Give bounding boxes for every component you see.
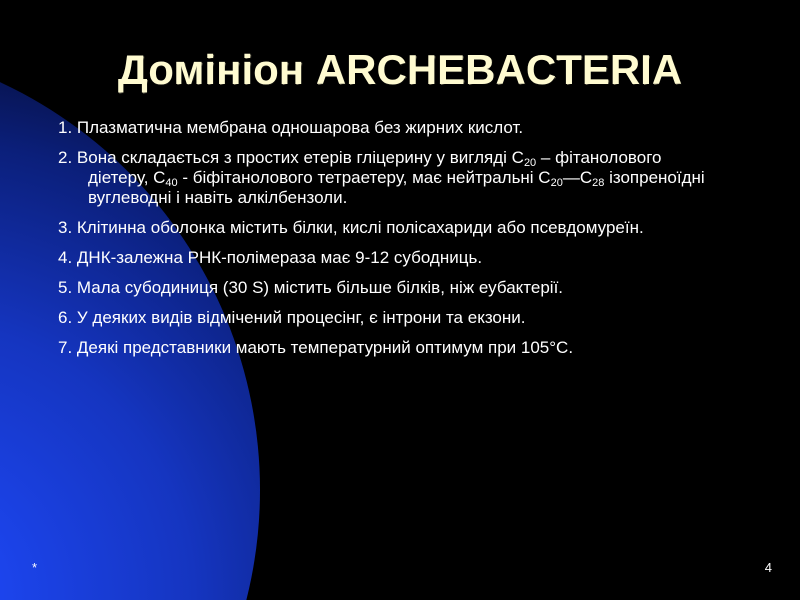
slide-title: Домініон ARCHEBACTERIA — [117, 46, 683, 93]
list-item-2-text-e: ізопреноїдні вуглеводні і навіть алкілбензоли. — [88, 168, 705, 207]
list-item-2-text-a: 2. Вона складається з простих етерів гліцерину у вигляді С — [58, 148, 524, 167]
list-item-7: 7. Деякі представники мають температурний оптимум при 105°С. — [58, 338, 574, 357]
slide-body — [58, 118, 718, 368]
list-item-1: 1. Плазматична мембрана одношарова без жирних кислот. — [58, 118, 524, 137]
subscript-28: 28 — [592, 177, 605, 189]
subscript-20b: 20 — [550, 177, 563, 189]
list-item-2-text-c: - біфітанолового тетраетеру, має нейтральні С — [177, 168, 551, 187]
list-item-2 — [58, 148, 718, 208]
list-item-5: 5. Мала субодиниця (30 S) містить більше білків, ніж еубактерії. — [58, 278, 564, 297]
list-item-4: 4. ДНК-залежна РНК-полімераза має 9-12 субодниць. — [58, 248, 483, 267]
list-item-2-text-d: —С — [562, 168, 593, 187]
list-item-3: 3. Клітинна оболонка містить білки, кислі полісахариди або псевдомуреїн. — [58, 218, 644, 237]
page-number: 4 — [764, 560, 772, 575]
subscript-40: 40 — [165, 177, 178, 189]
subscript-20: 20 — [523, 157, 537, 169]
list-item-6: 6. У деяких видів відмічений процесінг, є інтрони та екзони. — [58, 308, 526, 327]
footer-asterisk: * — [32, 560, 38, 575]
list-item-2-text-b: – фітанолового діетеру, С — [88, 148, 662, 187]
